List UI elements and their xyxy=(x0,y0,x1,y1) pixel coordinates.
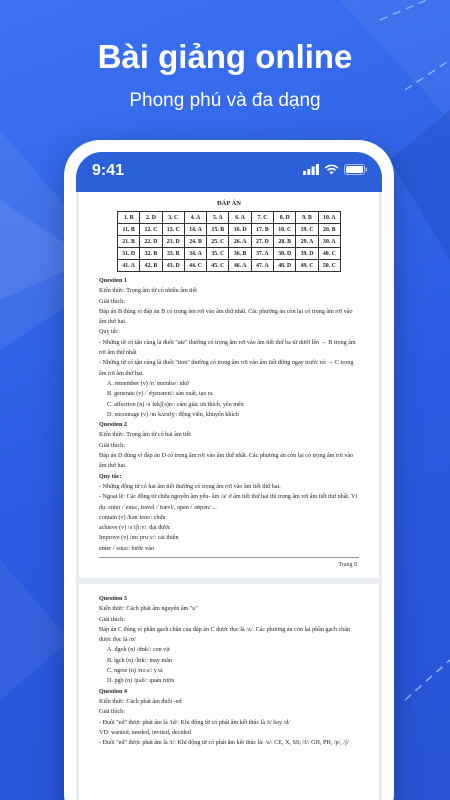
document-line: VD: wanted, needed, invited, decided xyxy=(99,729,191,736)
answer-cell: 33. B xyxy=(162,248,184,260)
answer-cell: 21. B xyxy=(118,236,140,248)
status-time: 9:41 xyxy=(92,162,125,179)
answer-cell: 37. A xyxy=(251,248,273,260)
document-line: Kiến thức: Trọng âm từ có nhiều âm tiết xyxy=(99,288,197,295)
answer-row xyxy=(118,212,341,224)
answer-cell: 14. A xyxy=(184,224,206,236)
answer-cell: 48. D xyxy=(274,260,296,272)
answer-cell: 10. A xyxy=(318,212,340,224)
answer-cell: 24. B xyxy=(184,236,206,248)
document-line: Giải thích: xyxy=(99,298,125,305)
answer-cell: 30. A xyxy=(318,236,340,248)
document-line: âm thứ hai. xyxy=(99,463,127,470)
page-2-content xyxy=(99,594,364,748)
document-line: Kiến thức: Cách phát âm đuôi -ed xyxy=(99,698,182,705)
document-line: - Ngoại lệ: Các động từ chứa nguyên âm yếu- âm /ə/ ở âm tiết thứ hai thì trọng âm rơi âm tiết thứ nhất. Ví xyxy=(99,494,358,501)
document-line: Question 1 xyxy=(99,278,127,284)
document-line: contain (v) /kənˈteɪn/: chứa xyxy=(99,514,166,521)
document-line: Kiến thức: Cách phát âm nguyên âm "u" xyxy=(99,606,198,613)
status-icons xyxy=(303,164,368,178)
status-bar xyxy=(76,152,382,192)
document-line: Question 4 xyxy=(99,688,127,695)
battery-icon xyxy=(344,162,368,180)
signal-icon xyxy=(303,162,319,180)
answer-cell: 40. C xyxy=(318,248,340,260)
answer-cell: 39. D xyxy=(296,248,318,260)
answer-key-table xyxy=(117,211,341,272)
answer-cell: 45. C xyxy=(207,260,229,272)
footer-divider xyxy=(99,557,359,558)
page-number: Trang 8 xyxy=(338,562,357,568)
answer-cell: 8. D xyxy=(274,212,296,224)
answer-cell: 25. C xyxy=(207,236,229,248)
answer-cell: 5. A xyxy=(207,212,229,224)
document-line: - Đuôi "ed" được phát âm là /t/: Khi động từ có phát âm kết thúc là: /s/: CE, X, SS; /f/: GH, PH, /p/, /ʃ/ xyxy=(99,740,349,747)
document-line: Kiến thức: Trọng âm từ có hai âm tiết xyxy=(99,432,191,439)
document-line: Giải thích: xyxy=(99,709,125,716)
document-line: B. lgck (n) /lʊk/: may mắn xyxy=(107,657,172,664)
document-line: được đọc là /ʊ/ xyxy=(99,637,136,644)
document-line: Đáp án C đúng vì phần gạch chân của đáp án C được đọc là /ʌ/. Các phương án còn lại phần gạch chân xyxy=(99,626,350,633)
document-page-1 xyxy=(79,192,379,578)
answer-cell: 17. B xyxy=(251,224,273,236)
document-line: âm thứ hai. xyxy=(99,319,127,326)
document-line: A. remember (v) /rɪˈmembə/: nhớ xyxy=(107,380,189,387)
document-line: Giải thích: xyxy=(99,442,125,449)
document-line: C. affection (n) /əˈfekʃ(ə)n/: cảm giác ưa thích, yêu mến xyxy=(107,401,244,408)
promo-subline: Phong phú và đa dạng xyxy=(129,90,321,111)
phone-frame xyxy=(64,140,394,800)
answer-cell: 19. C xyxy=(296,224,318,236)
document-line: Giải thích: xyxy=(99,616,125,623)
document-line: rơi âm thứ nhất xyxy=(99,350,137,357)
answer-row xyxy=(118,224,341,236)
promo-headline: Bài giảng online xyxy=(97,38,353,75)
answer-cell: 22. D xyxy=(140,236,162,248)
answer-cell: 3. C xyxy=(162,212,184,224)
answer-cell: 46. A xyxy=(229,260,251,272)
document-line: Quy tắc: xyxy=(99,329,120,336)
document-line: - Đuôi "ed" được phát âm là /id/: Khi động từ có phát âm kết thúc là /t/ hay /d/ xyxy=(99,719,290,726)
answer-cell: 13. C xyxy=(162,224,184,236)
document-line: dụ: enter /ˈentə/, travel /ˈtrævl/, open /ˈəʊpən/ ... xyxy=(99,504,217,511)
answer-cell: 47. A xyxy=(251,260,273,272)
answer-cell: 15. B xyxy=(207,224,229,236)
answer-cell: 29. A xyxy=(296,236,318,248)
document-line: - Những động từ có hai âm tiết thường có trọng âm rơi vào âm tiết thứ hai. xyxy=(99,483,281,490)
answer-cell: 1. B xyxy=(118,212,140,224)
answer-cell: 18. C xyxy=(274,224,296,236)
answer-cell: 42. B xyxy=(140,260,162,272)
answer-cell: 16. D xyxy=(229,224,251,236)
document-line: Question 2 xyxy=(99,422,127,429)
answer-cell: 20. B xyxy=(318,224,340,236)
answer-cell: 11. B xyxy=(118,224,140,236)
document-line: B. generate (v) /ˈdʒenəreɪt/: sản xuất, tạo ra xyxy=(107,391,213,398)
answer-cell: 32. B xyxy=(140,248,162,260)
answer-cell: 7. C xyxy=(251,212,273,224)
answer-cell: 36. B xyxy=(229,248,251,260)
document-line: achieve (v) /əˈtʃiːv/: đạt được xyxy=(99,525,171,532)
answer-cell: 34. A xyxy=(184,248,206,260)
answer-row xyxy=(118,236,341,248)
page-1-content xyxy=(99,276,364,554)
answer-cell: 23. D xyxy=(162,236,184,248)
answer-cell: 49. C xyxy=(296,260,318,272)
document-line: D. encourage (v) /ɪnˈkʌrɪdʒ/: động viên, khuyến khích xyxy=(107,411,239,418)
phone-screen[interactable] xyxy=(76,152,382,800)
document-line: C. ngrse (n) /nɜːs/: y tá xyxy=(107,668,163,675)
answer-cell: 50. C xyxy=(318,260,340,272)
answer-row xyxy=(118,248,341,260)
answer-cell: 9. B xyxy=(296,212,318,224)
document-line: enter /ˈentə/: bước vào xyxy=(99,545,155,552)
answer-cell: 6. A xyxy=(229,212,251,224)
document-line: Đáp án D đúng vì đáp án D có trọng âm rơi vào âm thứ nhất. Các phương án còn lại có trọng âm rơi vào xyxy=(99,453,354,460)
answer-cell: 4. A xyxy=(184,212,206,224)
document-page-2 xyxy=(79,584,379,800)
answer-cell: 28. B xyxy=(274,236,296,248)
document-line: âm rơi âm thứ hai. xyxy=(99,370,144,377)
answer-cell: 31. D xyxy=(118,248,140,260)
document-line: - Những từ có tận cùng là đuôi "ate" thường có trọng âm rơi vào âm tiết thứ ba từ dưới lên → B trọng âm xyxy=(99,339,356,346)
answer-cell: 38. D xyxy=(274,248,296,260)
document-line: Improve (v) /ɪmˈpruːv/: cải thiện xyxy=(99,535,179,542)
document-line: Quy tắc: xyxy=(99,473,122,480)
wifi-icon xyxy=(324,162,339,180)
answer-key-title: ĐÁP ÁN xyxy=(216,200,241,207)
document-line: Đáp án B đúng vì đáp án B có trọng âm rơi vào âm thứ nhất. Các phương án còn lại có trọng âm rơi vào xyxy=(99,308,353,315)
answer-cell: 43. D xyxy=(162,260,184,272)
document-line: - Những từ có tận cùng là đuôi "tion" thường có trọng âm rơi vào âm tiết đứng ngay trước nó → C trọng xyxy=(99,360,354,367)
document-line: Question 3 xyxy=(99,596,127,602)
answer-cell: 2. D xyxy=(140,212,162,224)
answer-cell: 27. D xyxy=(251,236,273,248)
answer-cell: 41. A xyxy=(118,260,140,272)
answer-row xyxy=(118,260,341,272)
answer-cell: 26. A xyxy=(229,236,251,248)
document-line: D. pgb (n) /pʌb/: quán rượu xyxy=(107,678,175,685)
document-line: A. đgok (n) /dʊk/: con vịt xyxy=(107,647,170,654)
answer-cell: 44. C xyxy=(184,260,206,272)
answer-cell: 12. C xyxy=(140,224,162,236)
answer-cell: 35. C xyxy=(207,248,229,260)
